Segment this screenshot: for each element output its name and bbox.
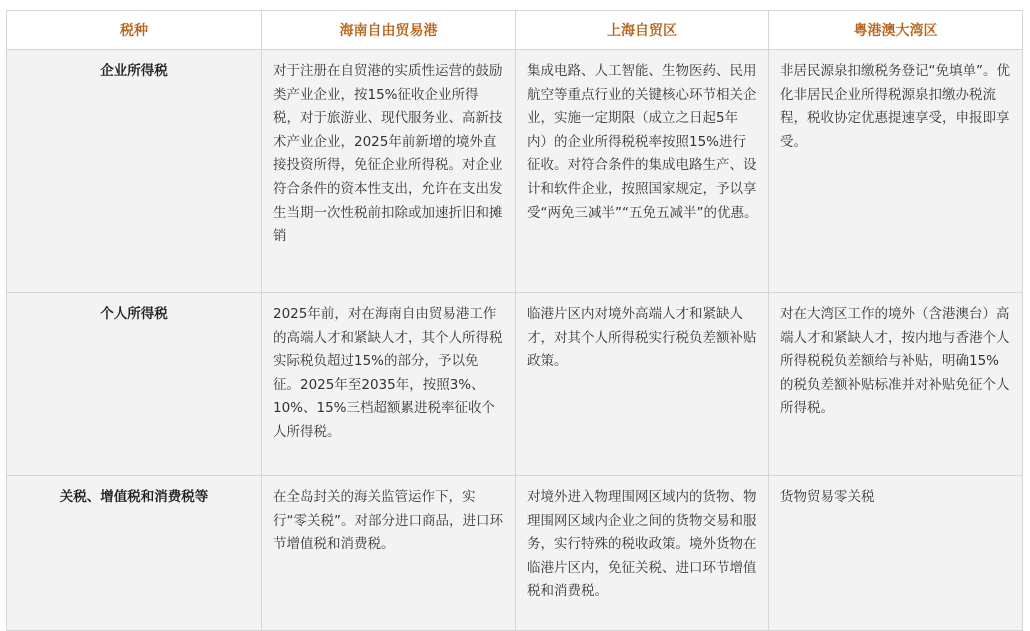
shanghai-policy-text: 集成电路、人工智能、生物医药、民用航空等重点行业的关键核心环节相关企业，实施一定期限（成立之日起5年内）的企业所得税税率按照15%进行征收。对符合条件的集成电路生产、设计和软件企业，按照国家规定，予以享受“两免三减半”“五免五减半”的优惠。 xyxy=(527,63,758,221)
table-row xyxy=(7,50,1023,293)
tax-type-cell xyxy=(7,50,262,293)
gba-policy-text: 货物贸易零关税 xyxy=(780,489,875,505)
header-hainan: 海南自由贸易港 xyxy=(262,11,516,50)
tax-type-label: 企业所得税 xyxy=(100,63,168,79)
shanghai-policy-text: 对境外进入物理围网区域内的货物、物理围网区域内企业之间的货物交易和服务，实行特殊的税收政策。境外货物在临港片区内，免征关税、进口环节增值税和消费税。 xyxy=(527,489,757,600)
hainan-cell xyxy=(262,293,516,476)
hainan-policy-text: 在全岛封关的海关监管运作下，实行“零关税”。对部分进口商品，进口环节增值税和消费税。 xyxy=(273,489,503,553)
shanghai-cell xyxy=(516,476,769,631)
header-tax-type: 税种 xyxy=(7,11,262,50)
tax-type-label: 关税、增值税和消费税等 xyxy=(59,489,209,505)
hainan-policy-text: 2025年前，对在海南自由贸易港工作的高端人才和紧缺人才，其个人所得税实际税负超过15%的部分，予以免征。2025年至2035年，按照3%、10%、15%三档超额累进税率征收个人所得税。 xyxy=(273,306,503,440)
header-shanghai: 上海自贸区 xyxy=(516,11,769,50)
tax-comparison-table xyxy=(6,10,1023,631)
shanghai-cell xyxy=(516,293,769,476)
hainan-cell xyxy=(262,476,516,631)
gba-cell xyxy=(769,476,1023,631)
tax-type-cell xyxy=(7,293,262,476)
table-row xyxy=(7,476,1023,631)
gba-policy-text: 非居民源泉扣缴税务登记“免填单”。优化非居民企业所得税源泉扣缴办税流程，税收协定优惠提速享受，申报即享受。 xyxy=(780,63,1010,150)
tax-comparison-table-wrapper xyxy=(6,10,1022,631)
hainan-policy-text: 对于注册在自贸港的实质性运营的鼓励类产业企业，按15%征收企业所得税，对于旅游业、现代服务业、高新技术产业企业，2025年前新增的境外直接投资所得，免征企业所得税。对企业符合条件的资本性支出，允许在支出发生当期一次性税前扣除或加速折旧和摊销 xyxy=(273,63,503,245)
hainan-cell xyxy=(262,50,516,293)
table-row xyxy=(7,293,1023,476)
gba-policy-text: 对在大湾区工作的境外（含港澳台）高端人才和紧缺人才，按内地与香港个人所得税税负差额给与补贴，明确15%的税负差额补贴标准并对补贴免征个人所得税。 xyxy=(780,306,1010,417)
shanghai-cell xyxy=(516,50,769,293)
header-row xyxy=(7,11,1023,50)
header-gba: 粤港澳大湾区 xyxy=(769,11,1023,50)
gba-cell xyxy=(769,293,1023,476)
tax-type-label: 个人所得税 xyxy=(100,306,168,322)
tax-type-cell xyxy=(7,476,262,631)
gba-cell xyxy=(769,50,1023,293)
shanghai-policy-text: 临港片区内对境外高端人才和紧缺人才，对其个人所得税实行税负差额补贴政策。 xyxy=(527,306,757,370)
